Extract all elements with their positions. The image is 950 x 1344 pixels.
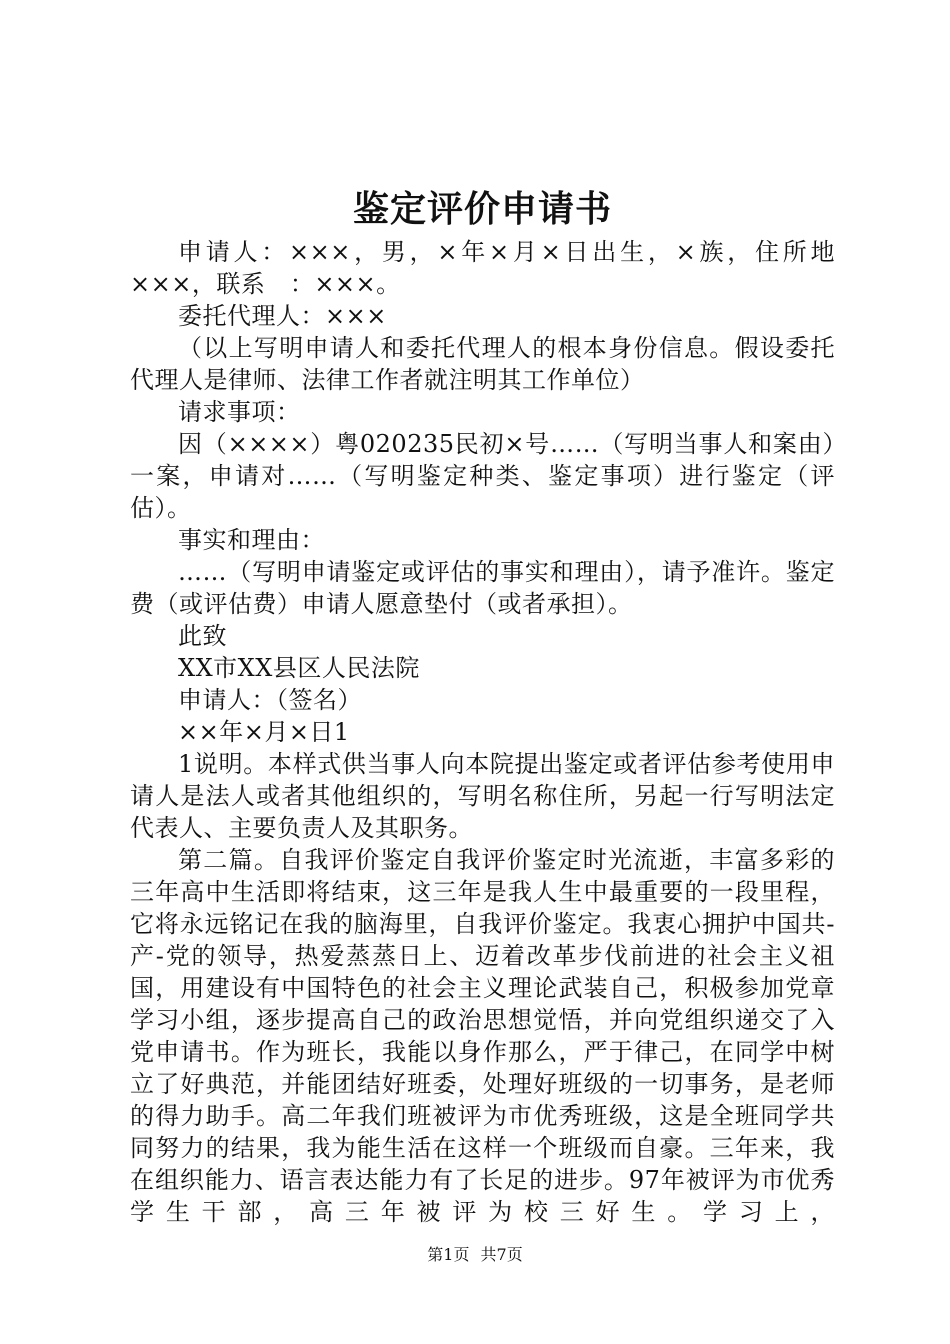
paragraph-request-heading: 请求事项：: [178, 398, 301, 426]
paragraph-facts-body: ……（写明申请鉴定或评估的事实和理由），请予准许。鉴定费（或评估费）申请人愿意垫付（或者承担）。: [130, 558, 835, 618]
page-total: 共7页: [480, 1245, 523, 1264]
paragraph-footnote: 1说明。本样式供当事人向本院提出鉴定或者评估参考使用申请人是法人或者其他组织的，写明名称住所，另起一行写明法定代表人、主要负责人及其职务。: [130, 750, 835, 842]
paragraph-request-body: 因（××××）粤020235民初×号……（写明当事人和案由）一案，申请对……（写明鉴定种类、鉴定事项）进行鉴定（评估）。: [130, 430, 835, 522]
paragraph-applicant: 申请人：×××，男，×年×月×日出生，×族，住所地×××，联系 ：×××。: [130, 238, 835, 298]
page-number: 第1页: [427, 1245, 470, 1264]
paragraph-salutation: 此致: [178, 622, 227, 650]
paragraph-date: ××年×月×日1: [178, 718, 350, 746]
paragraph-agent: 委托代理人：×××: [178, 302, 387, 330]
paragraph-signature: 申请人：（签名）: [178, 686, 362, 714]
paragraph-court: XX市XX县区人民法院: [178, 654, 420, 682]
document-title: 鉴定评价申请书: [352, 188, 612, 230]
paragraph-self-evaluation: 第二篇。自我评价鉴定自我评价鉴定时光流逝，丰富多彩的三年高中生活即将结束，这三年是我人生中最重要的一段里程，它将永远铭记在我的脑海里，自我评价鉴定。我衷心拥护中国共-产-党的领导，热爱蒸蒸日上、迈着改革步伐前进的社会主义祖国，用建设有中国特色的社会主义理论武装自己，积极参加党章学习小组，逐步提高自己的政治思想觉悟，并向党组织递交了入党申请书。作为班长，我能以身作那么，严于律己，在同学中树立了好典范，并能团结好班委，处理好班级的一切事务，是老师的得力助手。高二年我们班被评为市优秀班级，这是全班同学共同努力的结果，我为能生活在这样一个班级而自豪。三年来，我在组织能力、语言表达能力有了长足的进步。97年被评为市优秀学生干部，高三年被评为校三好生。学习上，: [130, 846, 835, 1226]
paragraph-facts-heading: 事实和理由：: [178, 526, 325, 554]
page-footer: [0, 1244, 950, 1266]
paragraph-identity-note: （以上写明申请人和委托代理人的根本身份信息。假设委托代理人是律师、法律工作者就注明其工作单位）: [130, 334, 835, 394]
document-body: [130, 236, 835, 1228]
